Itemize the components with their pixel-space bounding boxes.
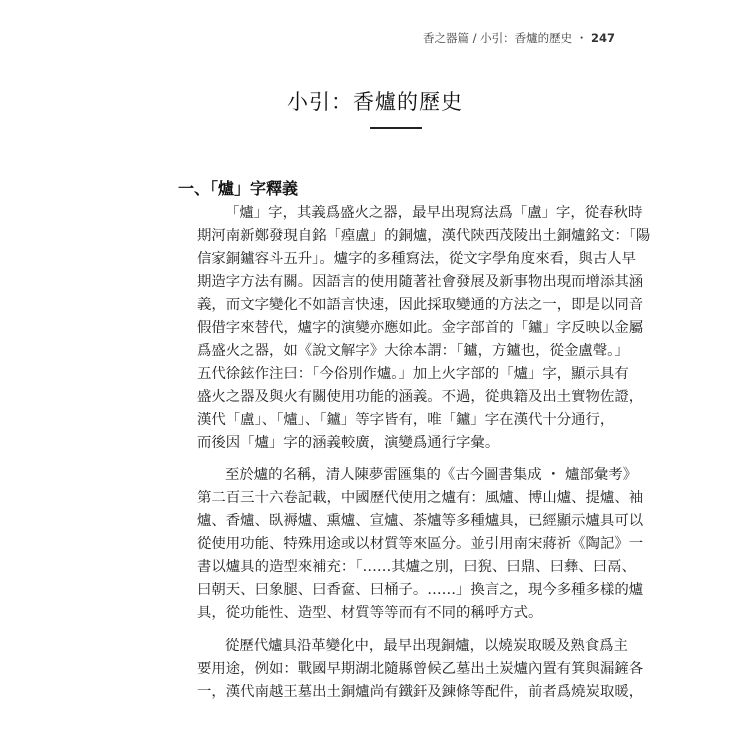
paragraph-1-line: 義，而文字變化不如語言快速，因此採取變通的方法之一，即是以同音 (197, 297, 644, 313)
paragraph-1-line: 五代徐鉉作注曰：「今俗別作爐。」加上火字部的「爐」字，顯示具有 (197, 366, 629, 382)
paragraph-2-line: 第二百三十六卷記載，中國歷代使用之爐有：風爐、博山爐、提爐、袖 (197, 490, 644, 506)
paragraph-2-line: 至於爐的名稱，清人陳夢雷匯集的《古今圖書集成 ・ 爐部彙考》 (225, 467, 638, 483)
page-number: 247 (590, 31, 615, 45)
paragraph-1-line: 盛火之器及與火有關使用功能的涵義。不過，從典籍及出土實物佐證， (197, 389, 644, 405)
paragraph-2-line: 具，從功能性、造型、材質等等而有不同的稱呼方式。 (197, 605, 543, 621)
paragraph-3-line: 從歷代爐具沿革變化中，最早出現銅爐，以燒炭取暖及熟食爲主 (225, 638, 628, 654)
paragraph-3-line: 一，漢代南越王墓出土銅爐尚有鐵釬及鍊條等配件，前者爲燒炭取暖， (197, 684, 644, 700)
header-separator: ・ (575, 31, 588, 45)
paragraph-2-line: 從使用功能、特殊用途或以材質等來區分。並引用南宋蔣祈《陶記》一 (197, 536, 644, 552)
paragraph-2-line: 曰朝天、曰象腿、曰香奩、曰桶子。……」換言之，現今多種多樣的爐 (197, 582, 644, 598)
paragraph-1-line: 期造字方法有關。因語言的使用隨著社會發展及新事物出現而增添其涵 (197, 274, 644, 290)
title-underline-rule (370, 127, 422, 129)
paragraph-1-line: 漢代「盧」、「爐」、「鑪」等字皆有，唯「鑪」字在漢代十分通行， (197, 412, 615, 428)
paragraph-3-line: 要用途，例如：戰國早期湖北隨縣曾候乙墓出土炭爐內置有箕與漏鏟各 (197, 661, 644, 677)
paragraph-1-line: 「爐」字，其義爲盛火之器，最早出現寫法爲「盧」字，從春秋時 (225, 205, 643, 221)
paragraph-1-line: 期河南新鄭發現自銘「㾮盧」的銅爐，漢代陝西茂陵出土銅爐銘文：「陽 (197, 228, 651, 244)
paragraph-2-line: 爐、香爐、臥褥爐、熏爐、宣爐、茶爐等多種爐具，已經顯示爐具可以 (197, 513, 644, 529)
paragraph-1-line: 信家銅鑪容斗五升」。爐字的多種寫法，從文字學角度來看，與古人早 (197, 251, 636, 267)
paragraph-2-line: 書以爐具的造型來補充：「……其爐之別，曰猊、曰鼎、曰彝、曰鬲、 (197, 559, 636, 575)
section-heading: 一、「爐」字釋義 (178, 179, 299, 198)
running-header (423, 30, 615, 46)
running-title: 香之器篇 / 小引：香爐的歷史 (422, 31, 573, 45)
paragraph-1-line: 假借字來替代，爐字的演變亦應如此。金字部首的「鑪」字反映以金屬 (197, 320, 644, 336)
paragraph-1-line: 爲盛火之器，如《說文解字》大徐本謂：「鑪，方鑪也，從金盧聲。」 (197, 343, 629, 359)
chapter-title: 小引：香爐的歷史 (287, 90, 463, 114)
paragraph-1-line: 而後因「爐」字的涵義較廣，演變爲通行字彙。 (197, 435, 500, 451)
